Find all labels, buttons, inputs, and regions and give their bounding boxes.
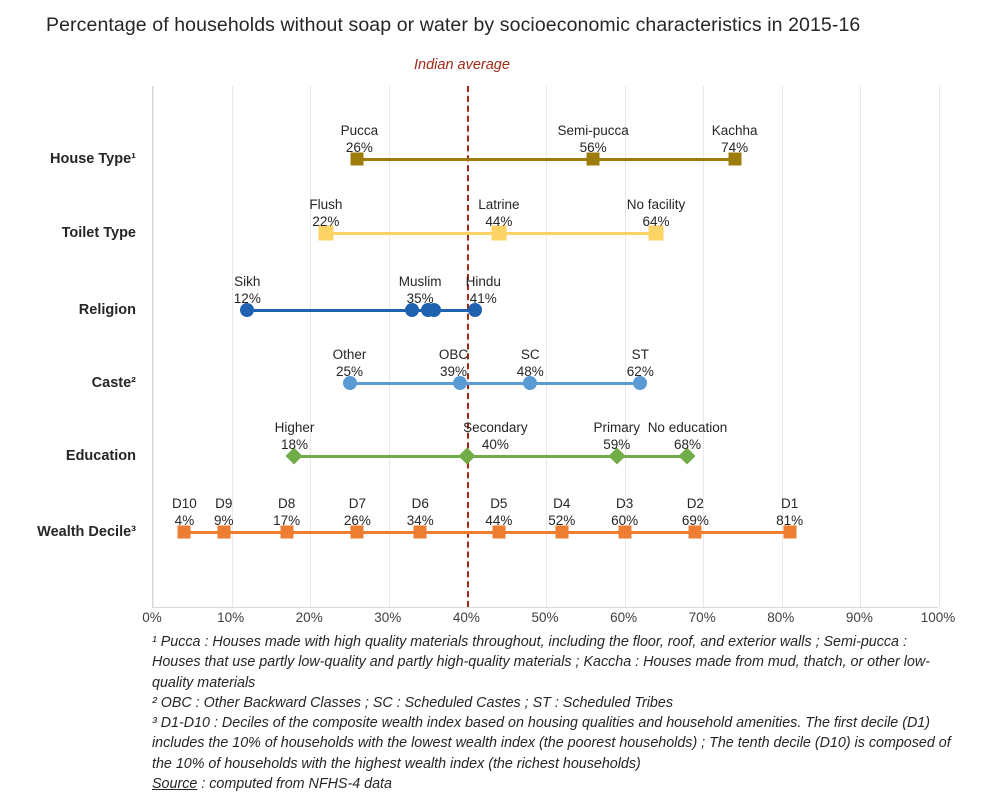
data-point-label: Semi-pucca 56%	[557, 123, 629, 156]
data-point-label: Other 25%	[332, 347, 367, 380]
data-point-label: D5 44%	[485, 496, 513, 529]
series-connector	[294, 455, 687, 458]
data-point-label: Hindu 41%	[465, 274, 501, 307]
data-point-label: Higher 18%	[274, 420, 315, 453]
data-point-label: Sikh 12%	[233, 274, 261, 307]
gridline	[310, 86, 311, 607]
data-point-label: D8 17%	[273, 496, 301, 529]
page-title: Percentage of households without soap or water by socioeconomic characteristics in 2015-16	[46, 14, 861, 36]
data-point-label: SC 48%	[516, 347, 544, 380]
category-label: Toilet Type	[61, 225, 136, 241]
data-point-label: Muslim 35%	[398, 274, 442, 307]
gridline	[153, 86, 154, 607]
data-point-label: D2 69%	[681, 496, 709, 529]
plot-area	[152, 86, 938, 608]
data-point-label: ST 62%	[626, 347, 654, 380]
x-tick-label: 80%	[767, 610, 795, 625]
category-label: House Type¹	[50, 151, 136, 167]
data-point-label: OBC 39%	[438, 347, 469, 380]
x-tick-label: 30%	[374, 610, 402, 625]
data-point-label: D4 52%	[548, 496, 576, 529]
source-note	[152, 774, 952, 794]
data-point-label: Pucca 26%	[340, 123, 379, 156]
x-axis	[142, 610, 956, 632]
category-axis	[0, 86, 152, 608]
footnote-1: ¹ Pucca : Houses made with high quality materials throughout, including the floor, roof, and exterior walls ; Semi-pucca : Houses that use partly low-quality and partly high-quality materials ; Kaccha : Houses made from mud, thatch, or other low-quality materials	[152, 634, 930, 691]
data-point-label: Primary 59%	[593, 420, 640, 453]
footnote-2: ² OBC : Other Backward Classes ; SC : Scheduled Castes ; ST : Scheduled Tribes	[152, 694, 673, 711]
data-point-label: D10 4%	[172, 496, 197, 529]
data-point-label: No facility 64%	[626, 197, 686, 230]
x-tick-label: 90%	[845, 610, 873, 625]
gridline	[860, 86, 861, 607]
x-tick-label: 100%	[920, 610, 956, 625]
series-connector	[350, 382, 641, 385]
x-tick-label: 0%	[142, 610, 162, 625]
x-tick-label: 50%	[531, 610, 559, 625]
data-point-label: D3 60%	[611, 496, 639, 529]
x-tick-label: 40%	[452, 610, 480, 625]
footnote-3: ³ D1-D10 : Deciles of the composite wealth index based on housing qualities and household amenities. The first decile (D1) includes the 10% of households with the lowest wealth index (the poorest households) ; The tenth decile (D10) is composed of the 10% of households with the highest wealth index (the richest households)	[152, 715, 951, 772]
source-text: : computed from NFHS-4 data	[197, 776, 392, 793]
gridline	[546, 86, 547, 607]
gridline	[389, 86, 390, 607]
x-tick-label: 70%	[688, 610, 716, 625]
data-point-label: Latrine 44%	[478, 197, 520, 230]
data-point-label: D6 34%	[406, 496, 434, 529]
indian-average-annotation: Indian average	[414, 57, 510, 73]
series-connector	[357, 158, 734, 161]
data-point-label: D7 26%	[343, 496, 371, 529]
gridline	[939, 86, 940, 607]
x-tick-label: 20%	[295, 610, 323, 625]
data-point-label: No education 68%	[647, 420, 728, 453]
x-tick-label: 60%	[610, 610, 638, 625]
data-point-label: Kachha 74%	[711, 123, 758, 156]
category-label: Caste²	[91, 375, 136, 391]
data-point-label: Secondary 40%	[463, 420, 528, 453]
category-label: Education	[65, 448, 136, 464]
data-point-label: Flush 22%	[309, 197, 343, 230]
data-point-label: D9 9%	[213, 496, 234, 529]
x-tick-label: 10%	[217, 610, 245, 625]
category-label: Religion	[78, 302, 136, 318]
source-label: Source	[152, 776, 198, 793]
data-point-label: D1 81%	[776, 496, 804, 529]
footnotes	[152, 632, 952, 794]
category-label: Wealth Decile³	[37, 524, 136, 540]
